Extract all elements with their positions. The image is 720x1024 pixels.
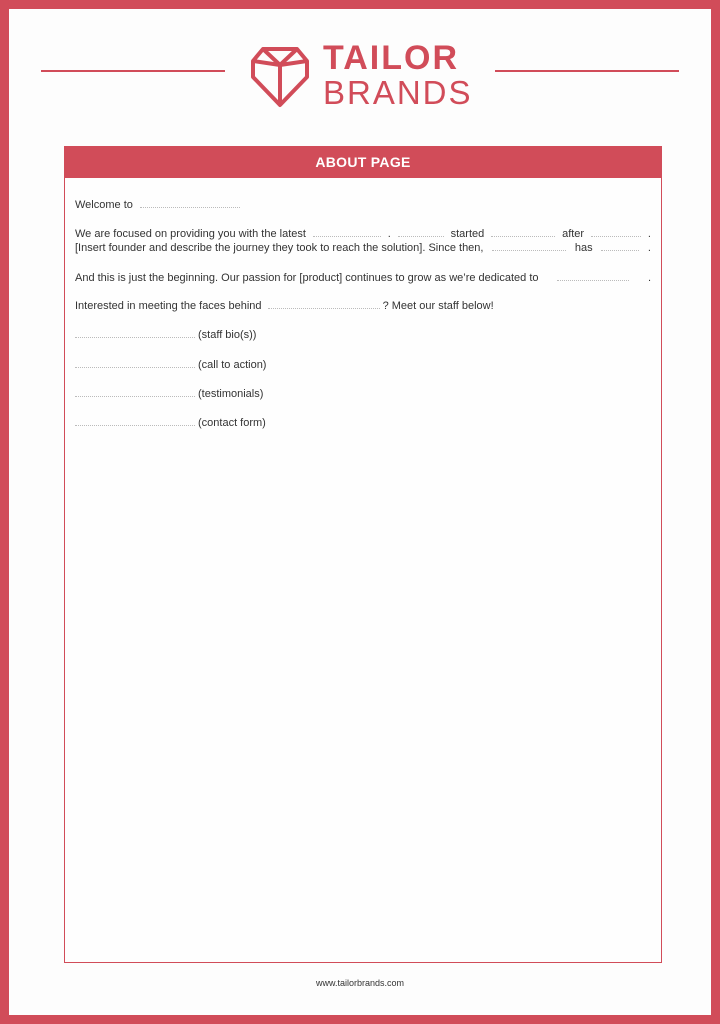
- p2-text: [Insert founder and describe the journey they took to reach the solution]. Since then,: [75, 242, 484, 254]
- p4-text: Interested in meeting the faces behind: [75, 300, 262, 312]
- list-item: [75, 388, 263, 400]
- p1-text: We are focused on providing you with the latest: [75, 228, 306, 240]
- footer-url[interactable]: www.tailorbrands.com: [315, 978, 405, 988]
- contact-form-blank[interactable]: [75, 417, 195, 426]
- welcome-line: [75, 199, 240, 211]
- contact-form-label: (contact form): [198, 417, 266, 429]
- p2-has: has: [574, 242, 593, 254]
- event-blank[interactable]: [591, 228, 641, 237]
- p3-end: .: [647, 272, 651, 284]
- achievement-blank[interactable]: [601, 242, 639, 251]
- testimonials-label: (testimonials): [198, 388, 264, 400]
- card-title: ABOUT PAGE: [65, 147, 661, 178]
- p1-dot: .: [387, 228, 391, 240]
- p1-after: after: [562, 228, 585, 240]
- company-blank-3[interactable]: [268, 300, 380, 309]
- p4-end: ? Meet our staff below!: [382, 300, 494, 312]
- header-rule-right: [495, 70, 679, 72]
- welcome-text: Welcome to: [75, 199, 133, 211]
- paragraph-1-line-2: [75, 242, 651, 254]
- p3-text: And this is just the beginning. Our passion for [product] continues to grow as we’re dedicated to: [75, 272, 539, 284]
- staff-bio-label: (staff bio(s)): [198, 329, 257, 341]
- paragraph-2: [75, 272, 651, 284]
- call-to-action-label: (call to action): [198, 359, 267, 371]
- staff-bio-blank[interactable]: [75, 329, 195, 338]
- product-blank[interactable]: [313, 228, 381, 237]
- logo-wordmark-top: TAILOR: [323, 39, 460, 77]
- logo-wordmark-bottom: BRANDS: [323, 74, 473, 111]
- tailor-brands-logo: [249, 41, 479, 111]
- list-item: [75, 329, 256, 341]
- paragraph-3: [75, 300, 494, 312]
- about-page-form: [64, 146, 662, 963]
- date-blank[interactable]: [491, 228, 555, 237]
- document-page: [9, 9, 711, 1015]
- header-rule-left: [41, 70, 225, 72]
- call-to-action-blank[interactable]: [75, 359, 195, 368]
- company-blank[interactable]: [398, 228, 444, 237]
- business-name-blank[interactable]: [140, 199, 240, 208]
- paragraph-1-line-1: [75, 228, 651, 240]
- p1-end: .: [647, 228, 651, 240]
- company-blank-2[interactable]: [492, 242, 566, 251]
- list-item: [75, 417, 266, 429]
- list-item: [75, 359, 266, 371]
- p2-end: .: [647, 242, 651, 254]
- p1-started: started: [450, 228, 485, 240]
- goal-blank[interactable]: [557, 272, 629, 281]
- heart-diamond-icon: [249, 43, 311, 109]
- testimonials-blank[interactable]: [75, 388, 195, 397]
